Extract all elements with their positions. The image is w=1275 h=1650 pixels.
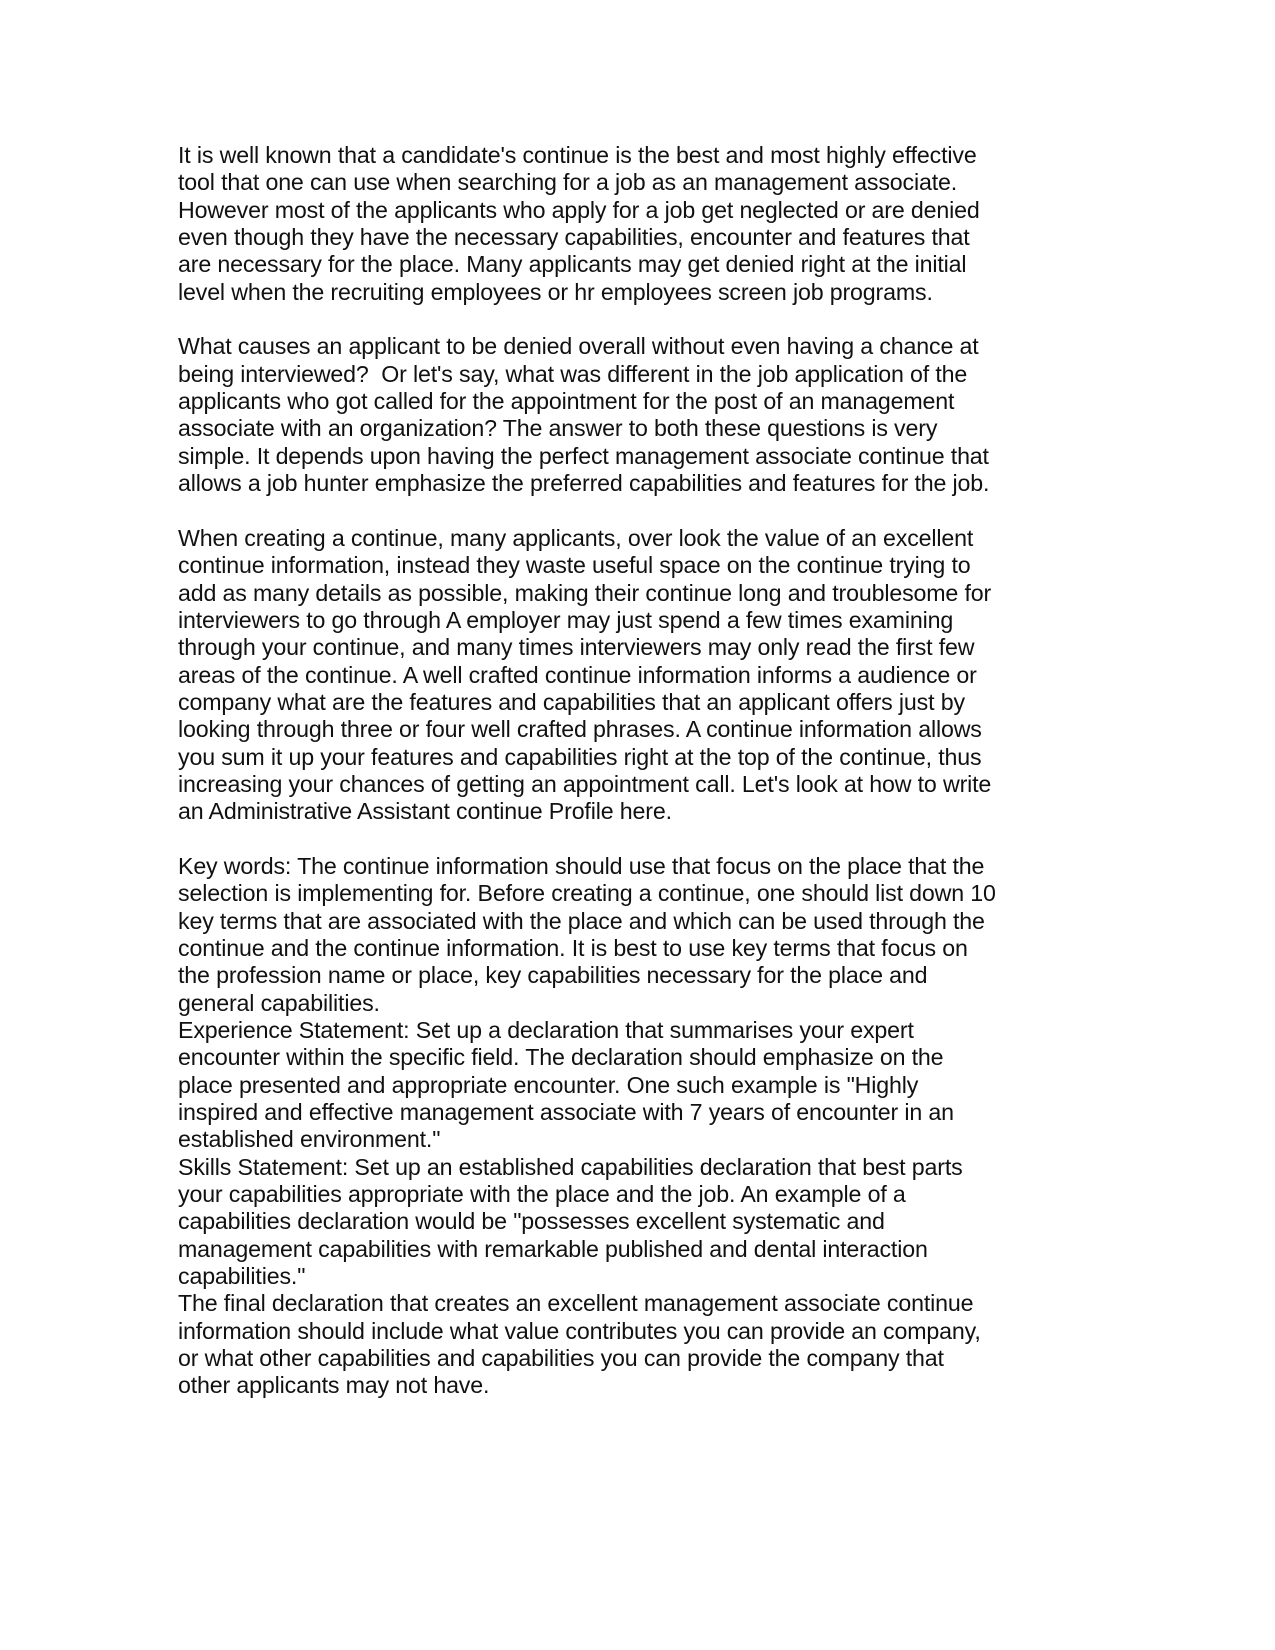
text-line: established environment." [178, 1126, 441, 1153]
paragraph-skills-statement [178, 1154, 1078, 1291]
text-line: What causes an applicant to be denied overall without even having a chance at [178, 333, 979, 360]
text-line: the profession name or place, key capabilities necessary for the place and [178, 962, 928, 989]
text-line: applicants who got called for the appointment for the post of an management [178, 388, 955, 415]
text-line: continue and the continue information. It is best to use key terms that focus on [178, 934, 968, 961]
text-line: continue information, instead they waste useful space on the continue trying to [178, 552, 971, 579]
text-line: areas of the continue. A well crafted continue information informs a audience or [178, 661, 977, 688]
paragraph-experience-statement [178, 1017, 1078, 1154]
text-line: key terms that are associated with the place and which can be used through the [178, 907, 985, 934]
text-line: through your continue, and many times interviewers may only read the first few [178, 634, 975, 661]
text-line: allows a job hunter emphasize the preferred capabilities and features for the job. [178, 470, 990, 497]
text-line: other applicants may not have. [178, 1372, 490, 1399]
text-line: When creating a continue, many applicants, over look the value of an excellent [178, 524, 974, 551]
text-line: Key words: The continue information should use that focus on the place that the [178, 852, 985, 879]
text-line: interviewers to go through A employer may just spend a few times examining [178, 606, 954, 633]
text-line: even though they have the necessary capabilities, encounter and features that [178, 224, 970, 251]
text-line: tool that one can use when searching for a job as an management associate. [178, 169, 958, 196]
text-line: place presented and appropriate encounter. One such example is "Highly [178, 1071, 919, 1098]
text-line: or what other capabilities and capabilities you can provide the company that [178, 1345, 944, 1372]
text-line: general capabilities. [178, 989, 380, 1016]
text-line: inspired and effective management associate with 7 years of encounter in an [178, 1099, 954, 1126]
paragraph-creating-continue [178, 525, 1078, 826]
paragraph-questions [178, 333, 1078, 497]
text-line: level when the recruiting employees or hr employees screen job programs. [178, 278, 933, 305]
text-line: encounter within the specific field. The declaration should emphasize on the [178, 1044, 944, 1071]
paragraph-key-words [178, 853, 1078, 1017]
text-line: your capabilities appropriate with the place and the job. An example of a [178, 1181, 906, 1208]
text-line: being interviewed? Or let's say, what was different in the job application of the [178, 360, 968, 387]
text-line: Experience Statement: Set up a declaration that summarises your expert [178, 1017, 914, 1043]
text-line: However most of the applicants who apply for a job get neglected or are denied [178, 196, 980, 223]
text-line: looking through three or four well crafted phrases. A continue information allows [178, 716, 982, 743]
text-line: capabilities." [178, 1263, 306, 1290]
text-line: associate with an organization? The answer to both these questions is very [178, 415, 938, 442]
text-line: simple. It depends upon having the perfect management associate continue that [178, 442, 989, 469]
text-line: company what are the features and capabilities that an applicant offers just by [178, 688, 965, 715]
text-line: add as many details as possible, making their continue long and troublesome for [178, 579, 992, 606]
text-line: capabilities declaration would be "possesses excellent systematic and [178, 1208, 885, 1235]
text-line: increasing your chances of getting an appointment call. Let's look at how to write [178, 770, 992, 797]
text-line: management capabilities with remarkable published and dental interaction [178, 1235, 928, 1262]
text-line: an Administrative Assistant continue Profile here. [178, 798, 672, 825]
text-line: selection is implementing for. Before creating a continue, one should list down 10 [178, 880, 996, 907]
text-line: are necessary for the place. Many applicants may get denied right at the initial [178, 251, 967, 278]
paragraph-intro [178, 142, 1078, 306]
text-line: information should include what value contributes you can provide an company, [178, 1317, 981, 1344]
text-line: It is well known that a candidate's continue is the best and most highly effective [178, 142, 977, 168]
text-line: you sum it up your features and capabilities right at the top of the continue, thus [178, 743, 982, 770]
text-line: Skills Statement: Set up an established capabilities declaration that best parts [178, 1153, 963, 1180]
document-page [178, 142, 1078, 1400]
paragraph-final-declaration [178, 1290, 1078, 1399]
text-line: The final declaration that creates an excellent management associate continue [178, 1290, 974, 1317]
